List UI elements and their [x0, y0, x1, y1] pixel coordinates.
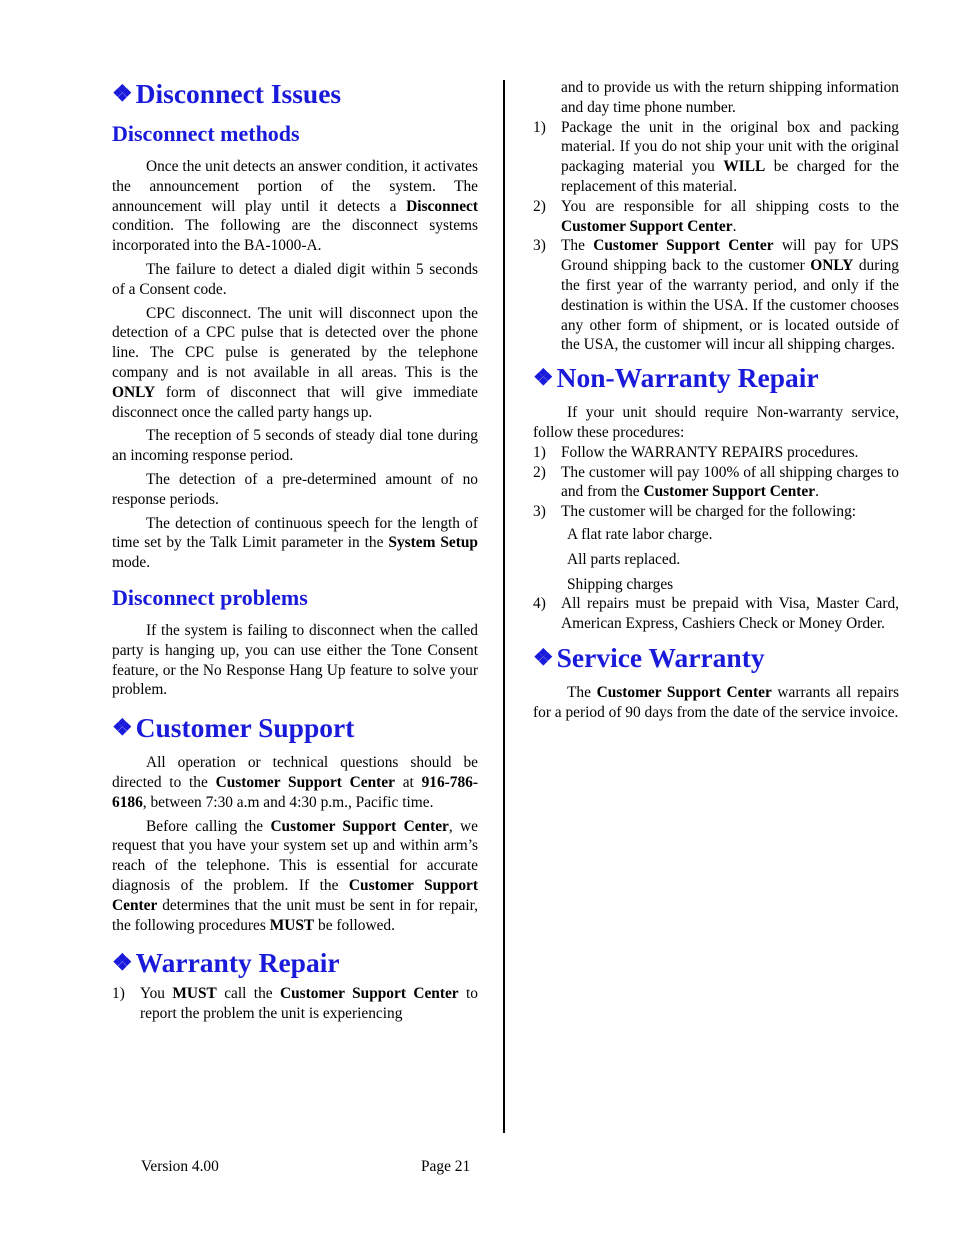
paragraph: The detection of continuous speech for the length of time set by the Talk Limit parameter in the System Setup mode.	[112, 514, 478, 572]
paragraph: Before calling the Customer Support Center, we request that you have your system set up and within arm’s reach of the telephone. This is essential for accurate diagnosis of the problem. If the Customer Support Center determines that the unit must be sent in for repair, the following procedures MUST be followed.	[112, 817, 478, 934]
heading-service-warranty: ❖ Service Warranty	[533, 641, 765, 673]
column-divider	[503, 80, 505, 1133]
four-diamond-bullet-icon: ❖	[112, 950, 133, 976]
list-item-number: 2)	[533, 463, 546, 481]
list-item-number: 1)	[533, 118, 546, 136]
paragraph: The detection of a pre-determined amount of no response periods.	[112, 470, 478, 508]
list-item: 1) Follow the WARRANTY REPAIRS procedures.	[533, 443, 859, 461]
list-item-number: 2)	[533, 197, 546, 215]
non-warranty-intro: If your unit should require Non-warranty service, follow these procedures:	[533, 404, 899, 441]
heading-disconnect-problems: Disconnect problems	[112, 584, 308, 610]
paragraph: The Customer Support Center warrants all repairs for a period of 90 days from the date of the service invoice.	[533, 683, 899, 721]
heading-customer-support: ❖ Customer Support	[112, 712, 355, 744]
list-item-number: 3)	[533, 237, 546, 255]
four-diamond-bullet-icon: ❖	[533, 365, 554, 391]
four-diamond-bullet-icon: ❖	[112, 715, 133, 741]
list-item: 3) The Customer Support Center will pay for UPS Ground shipping back to the customer ONLY during the first year of the warranty period, and only if the destination is within the USA. If the customer chooses any other form of shipment, or is located outside of the USA, the customer will incur all shipping charges.	[533, 237, 900, 354]
list-item: 2) You are responsible for all shipping costs to the Customer Support Center.	[533, 197, 899, 235]
service-warranty-body	[533, 683, 899, 723]
right-column	[533, 78, 899, 727]
paragraph: If the system is failing to disconnect when the called party is hanging up, you can use either the Tone Consent feature, or the No Response Hang Up feature to solve your problem.	[112, 621, 478, 699]
list-item: 3) The customer will be charged for the following:	[533, 503, 857, 521]
paragraph: Once the unit detects an answer condition, it activates the announcement portion of the system. The announcement will play until it detects a Disconnect condition. The following are the disconnect systems incorporated into the BA-1000-A.	[112, 158, 478, 255]
warranty-repair-list-right	[533, 118, 899, 356]
paragraph: CPC disconnect. The unit will disconnect upon the detection of a CPC pulse that is detected over the phone line. The CPC pulse is generated by the telephone company and is not available in all areas. This is the ONLY form of disconnect that will give immediate disconnect once the called party hangs up.	[112, 304, 478, 421]
list-item-number: 1)	[112, 985, 125, 1003]
non-warranty-list	[533, 443, 899, 522]
charge-item: Shipping charges	[567, 575, 674, 593]
paragraph: The failure to detect a dialed digit within 5 seconds of a Consent code.	[112, 260, 478, 298]
paragraph: The reception of 5 seconds of steady dial tone during an incoming response period.	[112, 427, 478, 465]
left-column	[112, 78, 478, 1024]
heading-disconnect-methods: Disconnect methods	[112, 121, 300, 146]
charge-item: A flat rate labor charge.	[567, 525, 713, 543]
heading-disconnect-issues: ❖ Disconnect Issues	[112, 78, 342, 109]
disconnect-methods-body	[112, 157, 478, 573]
list-item: 1) You MUST call the Customer Support Center to report the problem the unit is experiencing	[112, 985, 478, 1023]
footer-version: Version 4.00	[141, 1158, 219, 1175]
paragraph: All operation or technical questions should be directed to the Customer Support Center at 916-786-6186, between 7:30 a.m and 4:30 p.m., Pacific time.	[112, 754, 478, 811]
four-diamond-bullet-icon: ❖	[533, 644, 554, 670]
list-item-number: 3)	[533, 503, 546, 521]
charges-list	[533, 525, 899, 594]
footer-page-number: Page 21	[421, 1158, 471, 1175]
list-item: 1) Package the unit in the original box and packing material. If you do not ship your unit with the original packaging material you WILL be charged for the replacement of this material.	[533, 118, 900, 195]
heading-non-warranty-repair: ❖ Non-Warranty Repair	[533, 362, 819, 394]
disconnect-problems-body	[112, 621, 478, 700]
warranty-repair-list-left	[112, 984, 478, 1024]
list-item-number: 1)	[533, 443, 546, 461]
list-item: 2) The customer will pay 100% of all shipping charges to and from the Customer Support Center.	[533, 463, 899, 501]
warranty-repair-continuation: and to provide us with the return shipping information and day time phone number.	[561, 79, 899, 116]
non-warranty-item-4: 4) All repairs must be prepaid with Visa, Master Card, American Express, Cashiers Check or Money Order.	[533, 595, 899, 633]
four-diamond-bullet-icon: ❖	[112, 81, 133, 106]
charge-item: All parts replaced.	[567, 550, 681, 568]
heading-warranty-repair: ❖ Warranty Repair	[112, 947, 340, 979]
customer-support-body	[112, 753, 478, 935]
